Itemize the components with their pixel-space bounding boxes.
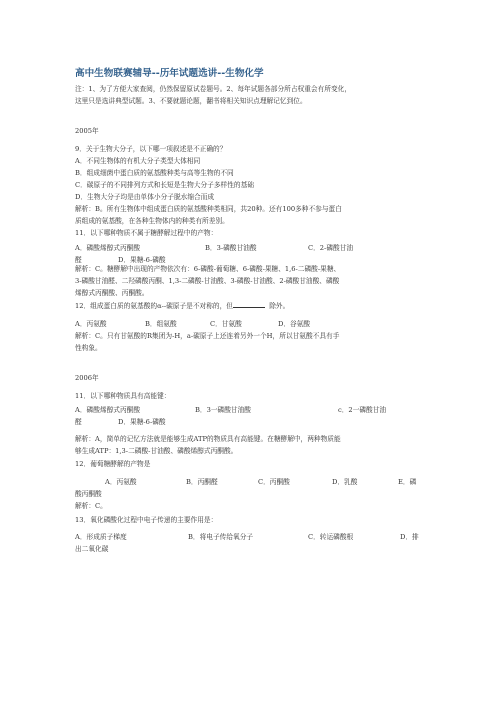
year-heading-2006: 2006年 (75, 374, 99, 382)
intro-note-line-1: 注：1、为了方便大家查阅，仍然保留原试卷题号。2、每年试题各部分所占权重会有所变化， (75, 85, 352, 93)
q12-2005-stem-before-blank: 12．组成蛋白质的氨基酸的α--碳原子是不对称的，但 (75, 302, 233, 310)
q13-option-c: C．转运磷酸根 (308, 533, 354, 541)
q12-2006-option-c: C．丙酮酸 (258, 478, 290, 486)
q12-2005-option-d: D．谷氨酸 (278, 320, 311, 328)
q9-option-c: C．碳原子的不同排列方式和长短是生物大分子多样性的基础 (75, 181, 254, 189)
q13-option-d: D．排 (400, 533, 419, 541)
q11-2005-option-a: A．磷酸烯醇式丙酮酸 (75, 244, 141, 252)
q12-2006-option-a: A．丙氨酸 (105, 478, 137, 486)
q12-2006-option-b: B．丙酮醛 (186, 478, 218, 486)
q12-2005-explanation-2: 性构象。 (75, 344, 102, 352)
q12-2005-option-a: A．丙氨酸 (75, 320, 107, 328)
q11-2005-option-c: C．2-磷酸甘油 (308, 244, 354, 252)
q11-2006-option-a: A．磷酸烯醇式丙酮酸 (75, 406, 141, 414)
q11-2006-option-d: D．果糖-6-磷酸 (118, 418, 166, 426)
q11-2005-option-c-continued: 醛 (75, 256, 82, 264)
q11-2005-option-d: D．果糖-6-磷酸 (118, 256, 166, 264)
q9-explanation-2: 质组成的氨基酸，在各种生物体内的种类有所差别。 (75, 217, 229, 225)
q11-2006-option-c-continued: 醛 (75, 418, 82, 426)
q11-2006-option-b: B．3一磷酸甘油酸 (195, 406, 251, 414)
q11-2005-explanation-1: 解析：C。糖酵解中出现的产物依次有：6-磷酸-葡萄糖、6-磷酸-果糖、1,6-二磷酸-果糖、 (75, 265, 341, 273)
intro-note-line-2: 这里只是选讲典型试题。3、不要就题论题，翻书将相关知识点理解记忆到位。 (75, 97, 307, 105)
q13-stem: 13．氧化磷酸化过程中电子传递的主要作用是： (75, 516, 218, 524)
q9-option-a: A．不同生物体的有机大分子类型大体相同 (75, 157, 201, 165)
q12-2005-explanation-1: 解析：C。只有甘氨酸的R集团为-H，a-碳原子上还连着另外一个H，所以甘氨酸不具有手 (75, 332, 340, 340)
q13-option-d-continued: 出二氧化碳 (75, 545, 109, 553)
q11-2005-explanation-3: 烯醇式丙酮酸、丙酮酸。 (75, 289, 149, 297)
q11-2005-stem: 11．以下哪种物质不属于糖酵解过程中的产物： (75, 229, 218, 237)
q12-2005-stem (75, 300, 425, 312)
q11-2005-explanation-2: 3-磷酸甘油醛、二羟磷酸丙酮、1,3-二磷酸-甘油酸、3-磷酸-甘油酸、2-磷酸甘油酸、磷酸 (75, 277, 340, 285)
q12-2005-stem-after-blank: 除外。 (269, 302, 290, 310)
answer-blank (233, 301, 265, 308)
q12-2005-option-c: C．甘氨酸 (210, 320, 242, 328)
q13-option-b: B．将电子传给氧分子 (188, 533, 254, 541)
q11-2006-explanation-2: 够生成ATP：1,3-二磷酸-甘油酸、磷酸烯醇式丙酮酸。 (75, 447, 238, 455)
q12-2006-explanation: 解析：C。 (75, 502, 107, 510)
q9-explanation-1: 解析：B。所有生物体中组成蛋白质的氨基酸种类相同，共20种。还有100多种不参与蛋白 (75, 205, 342, 213)
q9-option-d: D．生物大分子均是由单体小分子脱水缩合而成 (75, 193, 215, 201)
page-title: 高中生物联赛辅导--历年试题选讲--生物化学 (75, 68, 264, 79)
q13-option-a: A．形成质子梯度 (75, 533, 127, 541)
q11-2006-explanation-1: 解析：A，简单的记忆方法就是能够生成ATP的物质具有高能键。在糖酵解中，两种物质能 (75, 435, 341, 443)
q11-2006-stem: 11．以下哪种物质具有高能键： (75, 392, 171, 400)
q12-2006-stem: 12．葡萄糖酵解的产物是 (75, 460, 151, 468)
q9-stem: 9．关于生物大分子，以下哪一项叙述是不正确的？ (75, 145, 227, 153)
q9-option-b: B．组成细菌中蛋白质的氨基酸种类与高等生物的不同 (75, 169, 234, 177)
q11-2005-option-b: B．3-磷酸甘油酸 (205, 244, 257, 252)
q12-2005-option-b: B．组氨酸 (145, 320, 177, 328)
q12-2006-option-e: E．磷 (398, 478, 417, 486)
q12-2006-option-d: D．乳酸 (332, 478, 358, 486)
q11-2006-option-c: c．2一磷酸甘油 (338, 406, 387, 414)
q12-2006-option-e-continued: 酸丙酮酸 (75, 490, 102, 498)
year-heading-2005: 2005年 (75, 127, 99, 135)
